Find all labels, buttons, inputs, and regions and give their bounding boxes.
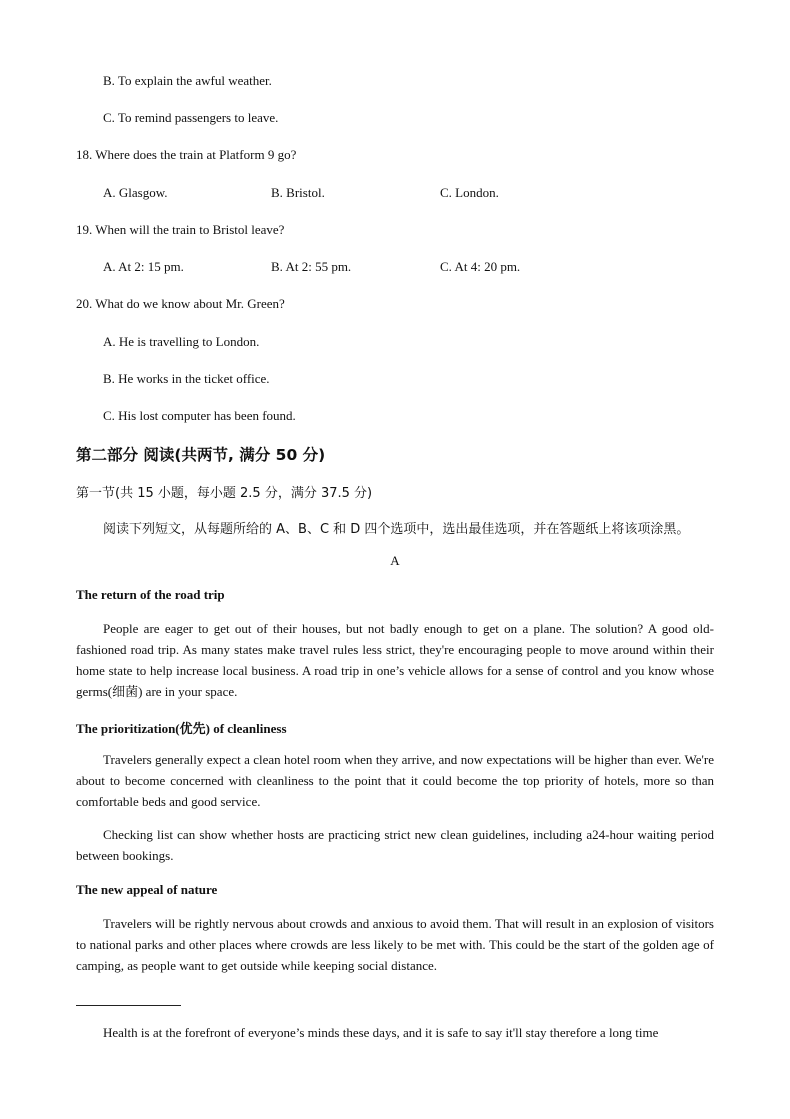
q20-option-c: C. His lost computer has been found. bbox=[103, 408, 296, 423]
divider-rule bbox=[76, 1005, 181, 1006]
q20-question: 20. What do we know about Mr. Green? bbox=[76, 296, 285, 311]
q18-option-c: C. London. bbox=[440, 185, 499, 200]
q19-option-b: B. At 2: 55 pm. bbox=[271, 259, 352, 274]
paragraph-road-trip: People are eager to get out of their houses, but not badly enough to get on a plane. The solution? A good old-fashioned road trip. As many states make travel rules less strict, they're encouraging people to move around within their home state to help increase local business. A road trip in one’s vehicle allows for a sense of control and you know whose germs(细菌) are in your space. bbox=[76, 621, 714, 699]
q18-option-a: A. Glasgow. bbox=[103, 185, 168, 200]
q17-option-b: B. To explain the awful weather. bbox=[103, 73, 272, 88]
q18-option-b: B. Bristol. bbox=[271, 185, 325, 200]
paragraph-checking-list: Checking list can show whether hosts are practicing strict new clean guidelines, including a24-hour waiting period between bookings. bbox=[76, 827, 714, 863]
q18-question: 18. Where does the train at Platform 9 go? bbox=[76, 147, 297, 162]
heading-nature: The new appeal of nature bbox=[76, 882, 218, 897]
paragraph-nature: Travelers will be rightly nervous about crowds and anxious to avoid them. That will result in an explosion of visitors to national parks and other places where crowds are less likely to be met with. This could be the start of the golden age of camping, as people want to get outside while keeping social distance. bbox=[76, 916, 714, 973]
heading-road-trip: The return of the road trip bbox=[76, 587, 225, 602]
q17-option-c: C. To remind passengers to leave. bbox=[103, 110, 279, 125]
paragraph-health: Health is at the forefront of everyone’s minds these days, and it is safe to say it'll stay therefore a long time bbox=[103, 1025, 659, 1040]
q19-question: 19. When will the train to Bristol leave? bbox=[76, 222, 285, 237]
reading-instruction: 阅读下列短文，从每题所给的 A、B、C 和 D 四个选项中，选出最佳选项，并在答题纸上将该项涂黑。 bbox=[103, 522, 690, 537]
q20-option-a: A. He is travelling to London. bbox=[103, 334, 260, 349]
passage-label: A bbox=[390, 553, 400, 568]
part2-title: 第二部分 阅读(共两节, 满分 50 分) bbox=[76, 446, 326, 464]
paragraph-cleanliness: Travelers generally expect a clean hotel room when they arrive, and now expectations will be higher than ever. We're about to become concerned with cleanliness to the point that it could become the top priority of hotels, more so than comfortable beds and good service. bbox=[76, 752, 714, 809]
section1-title: 第一节(共 15 小题，每小题 2.5 分，满分 37.5 分) bbox=[76, 486, 373, 501]
q20-option-b: B. He works in the ticket office. bbox=[103, 371, 270, 386]
heading-cleanliness: The prioritization(优先) of cleanliness bbox=[76, 721, 287, 736]
q19-option-c: C. At 4: 20 pm. bbox=[440, 259, 521, 274]
q19-option-a: A. At 2: 15 pm. bbox=[103, 259, 184, 274]
